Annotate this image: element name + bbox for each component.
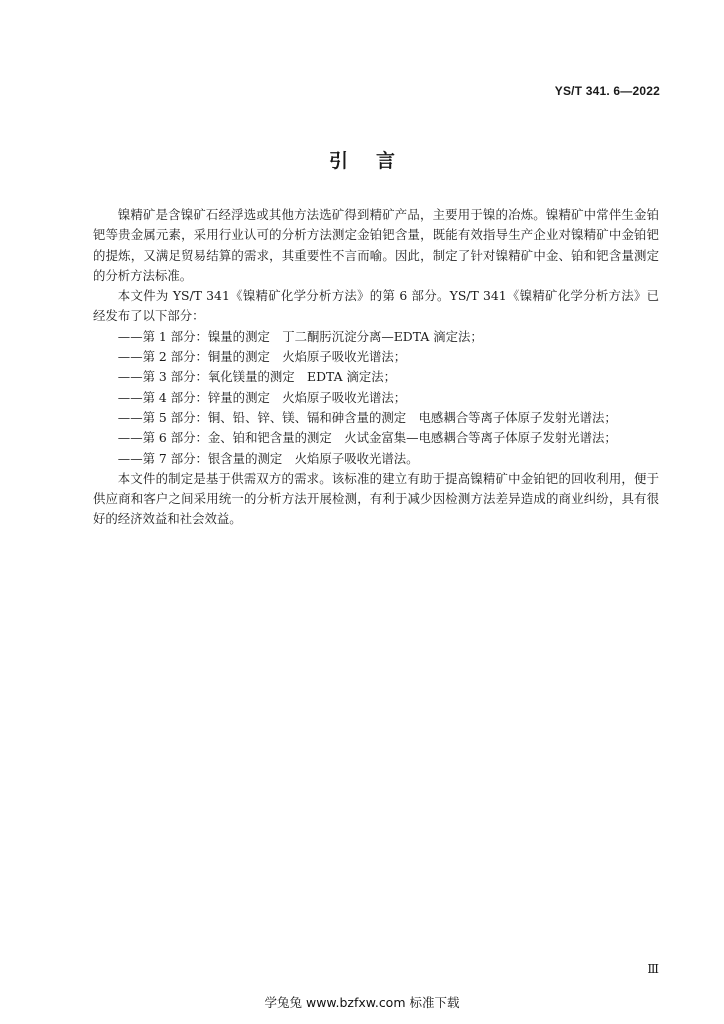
list-item: ——第 4 部分：锌量的测定 火焰原子吸收光谱法； (117, 389, 407, 405)
footer-watermark: 学兔兔 www.bzfxw.com 标准下载 (264, 995, 460, 1010)
conclusion-paragraph: 本文件的制定是基于供需双方的需求。该标准的建立有助于提高镍精矿中金铂钯的回收利用，便于供应商和客户之间采用统一的分析方法开展检测，有利于减少因检测方法差异造成的商业纠纷，具有很好的经济效益和社会效益。 (93, 470, 659, 527)
standard-code: YS/T 341. 6—2022 (554, 84, 660, 98)
intro-paragraph: 镍精矿是含镍矿石经浮选或其他方法选矿得到精矿产品，主要用于镍的冶炼。镍精矿中常伴生金铂钯等贵金属元素，采用行业认可的分析方法测定金铂钯含量，既能有效指导生产企业对镍精矿中金铂钯的提炼，又满足贸易结算的需求，其重要性不言而喻。因此，制定了针对镍精矿中金、铂和钯含量测定的分析方法标准。 (93, 207, 659, 283)
page-number: Ⅲ (647, 962, 659, 976)
main-content (93, 205, 659, 530)
list-item: ——第 5 部分：铜、铅、锌、镁、镉和砷含量的测定 电感耦合等离子体原子发射光谱法； (117, 409, 617, 425)
list-item: ——第 2 部分：铜量的测定 火焰原子吸收光谱法； (117, 349, 407, 365)
page-title: 引言 (328, 150, 423, 172)
list-item: ——第 6 部分：金、铂和钯含量的测定 火试金富集—电感耦合等离子体原子发射光谱法； (117, 430, 617, 446)
list-item: ——第 1 部分：镍量的测定 丁二酮肟沉淀分离—EDTA 滴定法； (117, 328, 483, 344)
list-item: ——第 7 部分：银含量的测定 火焰原子吸收光谱法。 (117, 450, 419, 466)
parts-list (93, 327, 659, 469)
parts-intro-paragraph: 本文件为 YS/T 341《镍精矿化学分析方法》的第 6 部分。YS/T 341《镍精矿化学分析方法》已经发布了以下部分： (93, 288, 659, 324)
list-item: ——第 3 部分：氧化镁量的测定 EDTA 滴定法； (117, 369, 397, 385)
